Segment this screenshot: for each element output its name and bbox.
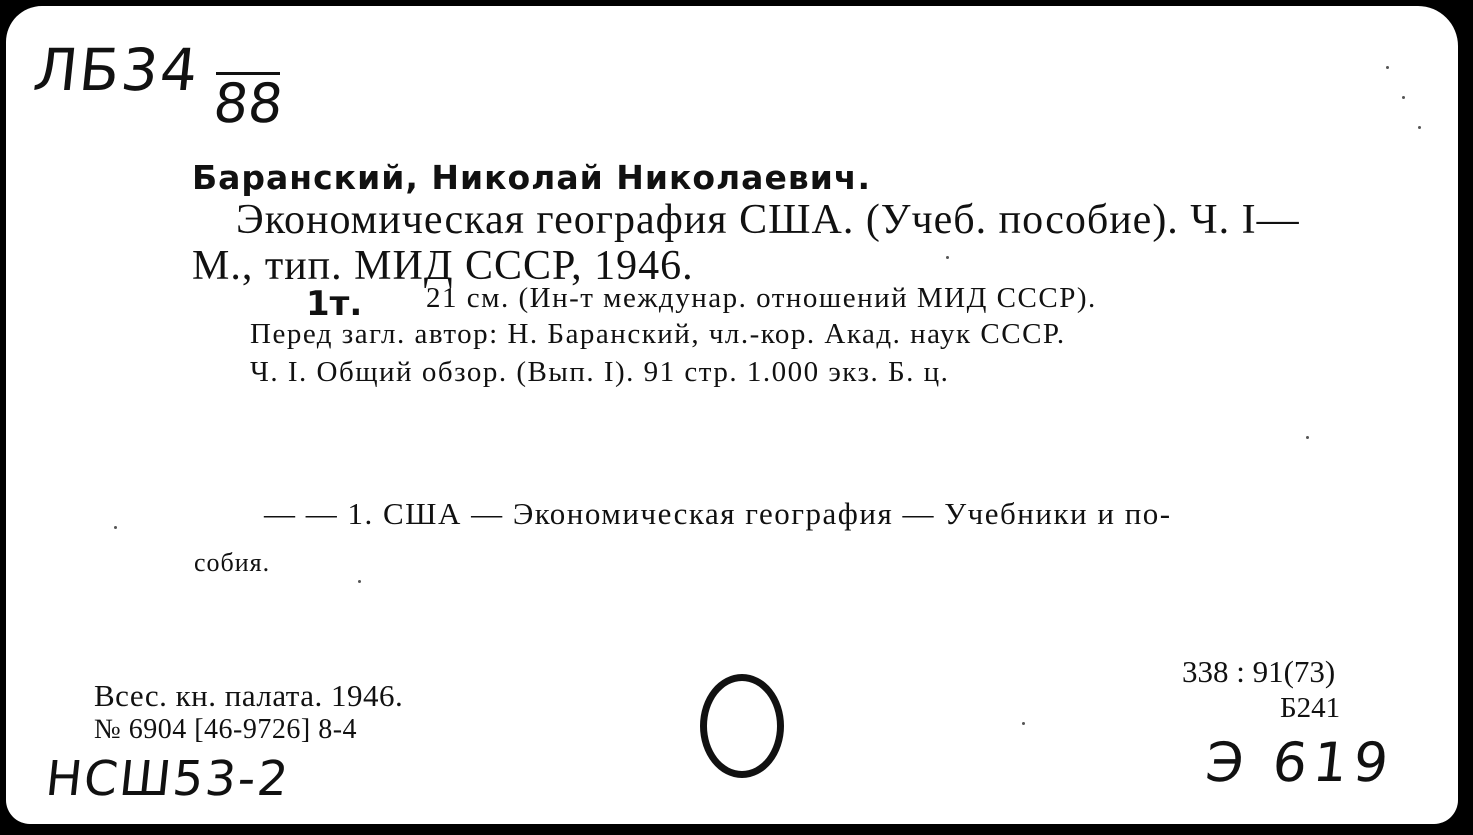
- speck: [1418, 126, 1421, 129]
- speck: [1402, 96, 1405, 99]
- author-note: Перед загл. автор: Н. Баранский, чл.-кор. Акад. наук СССР.: [250, 318, 1066, 350]
- subject-heading-line-1: — — 1. США — Экономическая география — Учебники и по-: [264, 496, 1172, 531]
- volume-note-handwritten: 1т.: [306, 284, 363, 324]
- speck: [1022, 722, 1025, 725]
- speck: [1386, 66, 1389, 69]
- speck: [1306, 436, 1309, 439]
- inventory-number-handwritten: НСШ53-2: [43, 751, 293, 807]
- card-punch-hole: [700, 674, 784, 778]
- speck: [114, 526, 117, 529]
- subject-heading-line-2: собия.: [194, 548, 271, 577]
- speck: [946, 256, 949, 259]
- book-chamber-number: № 6904 [46-9726] 8-4: [94, 714, 358, 745]
- shelf-mark-number: 88: [210, 72, 287, 135]
- title-line-2: М., тип. МИД СССР, 1946.: [192, 243, 694, 289]
- shelf-mark-handwritten: ЛБ34: [30, 36, 203, 104]
- book-chamber-note: Всес. кн. палата. 1946.: [94, 678, 404, 713]
- title-line-1: Экономическая география США. (Учеб. пособие). Ч. I—: [236, 197, 1300, 243]
- catalog-card: [6, 6, 1458, 824]
- call-number-handwritten: Э 619: [1202, 731, 1398, 794]
- speck: [358, 580, 361, 583]
- author-mark: Б241: [1280, 692, 1341, 724]
- author-heading: Баранский, Николай Николаевич.: [192, 158, 872, 197]
- physical-description: 21 см. (Ин-т междунар. отношений МИД СССР).: [426, 282, 1097, 314]
- volume-contents: Ч. I. Общий обзор. (Вып. I). 91 стр. 1.000 экз. Б. ц.: [250, 356, 950, 388]
- udc-classification: 338 : 91(73): [1182, 654, 1336, 689]
